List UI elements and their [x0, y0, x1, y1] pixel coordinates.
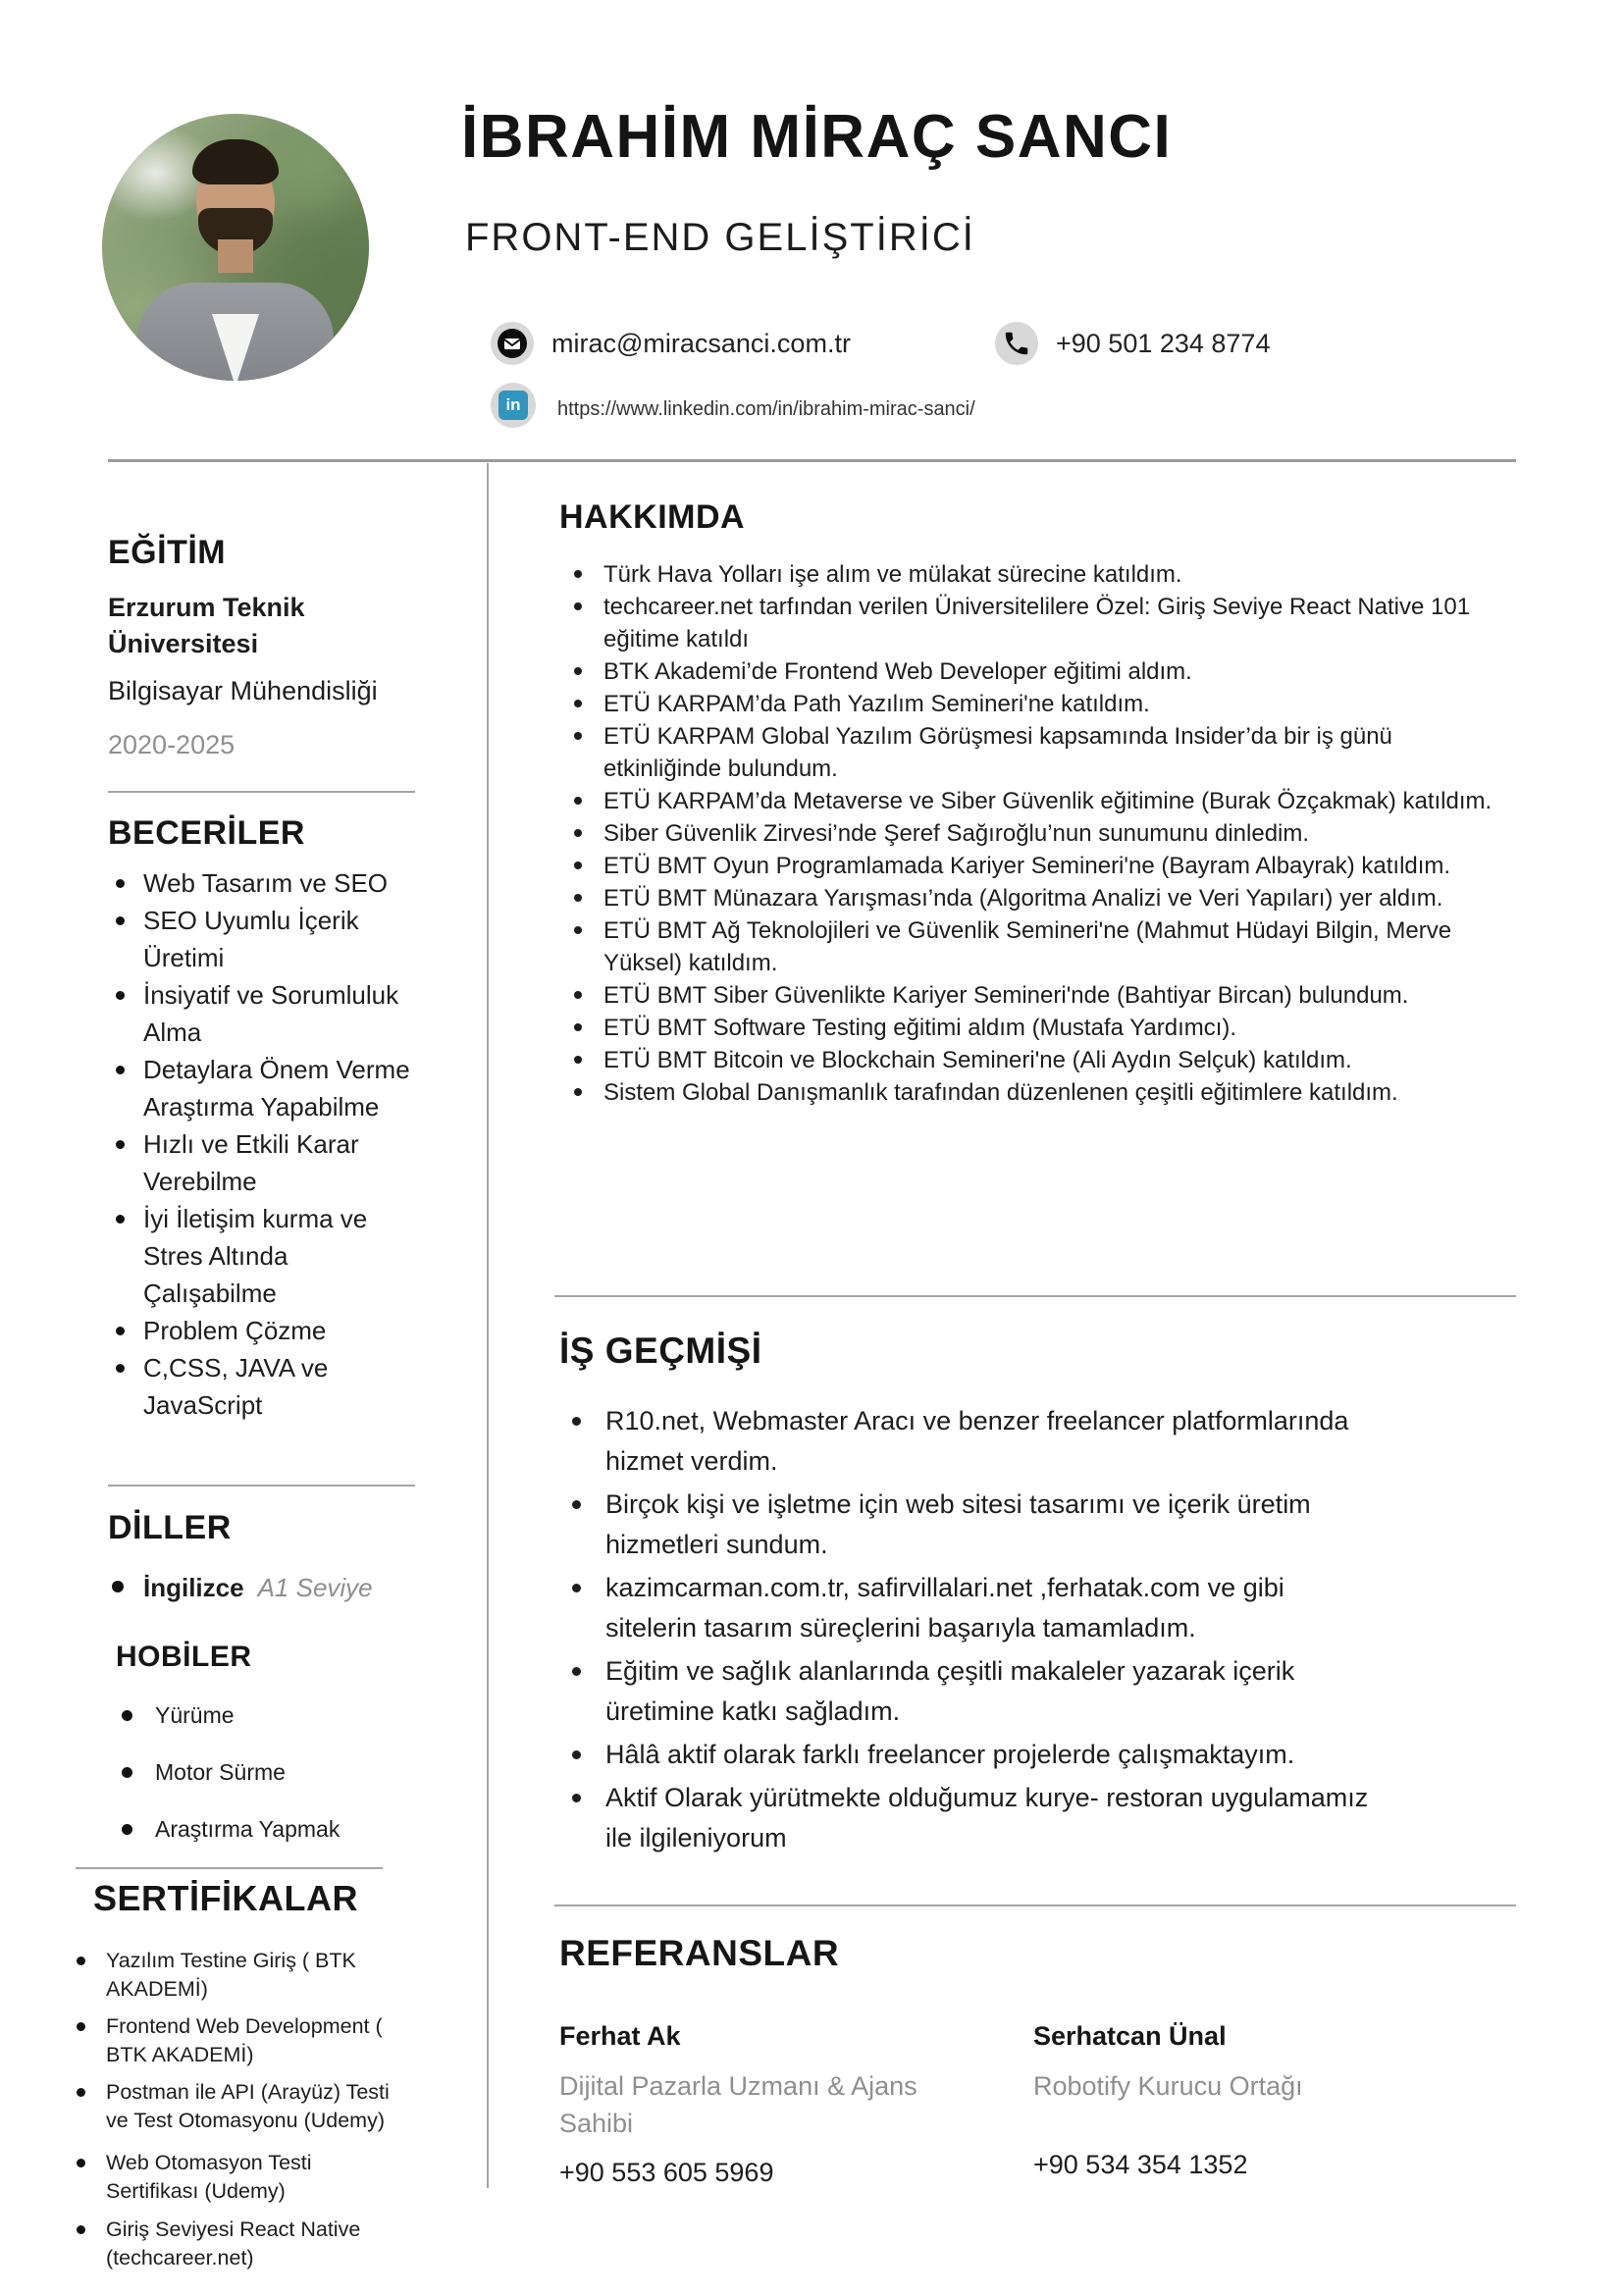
section-skills — [108, 814, 420, 1424]
list-item: Hâlâ aktif olarak farklı freelancer projelerde çalışmaktayım. — [554, 1735, 1369, 1775]
education-heading: EĞİTİM — [108, 534, 227, 571]
reference-card — [1033, 2021, 1445, 2180]
list-item: ETÜ BMT Software Testing eğitimi aldım (Mustafa Yardımcı). — [554, 1012, 1516, 1044]
education-divider — [108, 791, 415, 793]
list-item: Eğitim ve sağlık alanlarında çeşitli makaleler yazarak içerik üretimine katkı sağladım. — [554, 1651, 1369, 1732]
list-item: Web Otomasyon Testi Sertifikası (Udemy) — [71, 2149, 404, 2206]
list-item: Detaylara Önem Verme Araştırma Yapabilme — [108, 1051, 420, 1125]
language-item — [108, 1573, 420, 1603]
list-item: Frontend Web Development ( BTK AKADEMİ) — [71, 2012, 404, 2069]
section-hobbies — [116, 1641, 428, 1872]
profile-photo — [102, 114, 369, 381]
list-item: C,CSS, JAVA ve JavaScript — [108, 1349, 420, 1424]
list-item: Türk Hava Yolları işe alım ve mülakat sürecine katıldım. — [554, 558, 1516, 591]
reference-card — [559, 2021, 971, 2188]
list-item: Araştırma Yapmak — [116, 1815, 428, 1844]
list-item: ETÜ KARPAM Global Yazılım Görüşmesi kapsamında Insider’da bir iş günü etkinliğinde bulundum. — [554, 720, 1516, 785]
list-item: kazimcarman.com.tr, safirvillalari.net ,ferhatak.com ve gibi sitelerin tasarım süreçlerini başarıyla tamamladım. — [554, 1568, 1369, 1648]
about-list — [554, 558, 1516, 1109]
job-title: FRONT-END GELİŞTİRİCİ — [465, 216, 975, 259]
list-item: Giriş Seviyesi React Native (techcareer.net) — [71, 2216, 404, 2272]
phone-value: +90 501 234 8774 — [1056, 329, 1271, 358]
list-item: İyi İletişim kurma ve Stres Altında Çalışabilme — [108, 1200, 420, 1312]
certificates-list — [71, 1947, 404, 2272]
list-item: ETÜ BMT Oyun Programlamada Kariyer Semineri'ne (Bayram Albayrak) katıldım. — [554, 850, 1516, 882]
reference-name: Serhatcan Ünal — [1033, 2021, 1227, 2051]
language-level: A1 Seviye — [257, 1573, 373, 1602]
list-item: ETÜ BMT Ağ Teknolojileri ve Güvenlik Semineri'ne (Mahmut Hüdayi Bilgin, Merve Yüksel) katıldım. — [554, 914, 1516, 979]
skills-divider — [108, 1485, 415, 1487]
list-item: techcareer.net tarfından verilen Üniversitelilere Özel: Giriş Seviye React Native 101 eğitime katıldı — [554, 591, 1516, 655]
list-item: Postman ile API (Arayüz) Testi ve Test Otomasyonu (Udemy) — [71, 2078, 404, 2135]
list-item: Yürüme — [116, 1701, 428, 1730]
list-item: Motor Sürme — [116, 1758, 428, 1787]
list-item: ETÜ KARPAM’da Metaverse ve Siber Güvenlik eğitimine (Burak Özçakmak) katıldım. — [554, 785, 1516, 817]
education-years: 2020-2025 — [108, 730, 236, 759]
about-heading: HAKKIMDA — [559, 498, 746, 536]
section-references — [554, 1933, 1516, 2187]
list-item: ETÜ BMT Münazara Yarışması’nda (Algoritma Analizi ve Veri Yapıları) yer aldım. — [554, 882, 1516, 914]
linkedin-badge-text: in — [498, 391, 528, 420]
list-item: BTK Akademi’de Frontend Web Developer eğitimi aldım. — [554, 655, 1516, 688]
list-item: Hızlı ve Etkili Karar Verebilme — [108, 1125, 420, 1200]
education-school: Erzurum Teknik Üniversitesi — [108, 593, 305, 658]
list-item: ETÜ KARPAM’da Path Yazılım Semineri'ne katıldım. — [554, 688, 1516, 720]
email-icon — [491, 322, 534, 365]
list-item: R10.net, Webmaster Aracı ve benzer freelancer platformlarında hizmet verdim. — [554, 1401, 1369, 1482]
list-item: SEO Uyumlu İçerik Üretimi — [108, 902, 420, 976]
list-item: Birçok kişi ve işletme için web sitesi tasarımı ve içerik üretim hizmetleri sundum. — [554, 1485, 1369, 1565]
phone-icon — [995, 322, 1038, 365]
education-degree: Bilgisayar Mühendisliği — [108, 676, 378, 705]
photo-neck — [218, 239, 253, 273]
reference-phone: +90 553 605 5969 — [559, 2158, 774, 2187]
list-item: Web Tasarım ve SEO — [108, 864, 420, 902]
section-education — [108, 534, 417, 760]
experience-list — [554, 1401, 1369, 1858]
hobbies-divider — [76, 1867, 383, 1869]
list-item: Aktif Olarak yürütmekte olduğumuz kurye- restoran uygulamamız ile ilgileniyorum — [554, 1778, 1369, 1858]
email-value: mirac@miracsanci.com.tr — [551, 329, 851, 358]
list-item: Yazılım Testine Giriş ( BTK AKADEMİ) — [71, 1947, 404, 2004]
hobbies-list — [116, 1701, 428, 1844]
header-divider — [108, 459, 1516, 462]
experience-divider — [554, 1905, 1516, 1906]
list-item: Sistem Global Danışmanlık tarafından düzenlenen çeşitli eğitimlere katıldım. — [554, 1076, 1516, 1109]
skills-heading: BECERİLER — [108, 814, 305, 852]
linkedin-icon — [491, 383, 536, 428]
hobbies-heading: HOBİLER — [116, 1641, 252, 1673]
languages-heading: DİLLER — [108, 1509, 232, 1546]
list-item: ETÜ BMT Siber Güvenlikte Kariyer Semineri'nde (Bahtiyar Bircan) bulundum. — [554, 979, 1516, 1012]
column-divider — [487, 463, 489, 2188]
person-name: İBRAHİM MİRAÇ SANCI — [461, 103, 1173, 171]
reference-phone: +90 534 354 1352 — [1033, 2150, 1248, 2179]
skills-list — [108, 864, 420, 1424]
section-certificates — [71, 1878, 404, 2281]
section-about — [554, 498, 1516, 1109]
list-item: Siber Güvenlik Zirvesi’nde Şeref Sağıroğlu’nun sunumunu dinledim. — [554, 817, 1516, 850]
reference-title: Robotify Kurucu Ortağı — [1033, 2071, 1303, 2101]
section-languages — [108, 1509, 420, 1603]
section-experience — [554, 1331, 1516, 1861]
list-item: ETÜ BMT Bitcoin ve Blockchain Semineri'ne (Ali Aydın Selçuk) katıldım. — [554, 1044, 1516, 1076]
reference-title: Dijital Pazarla Uzmanı & Ajans Sahibi — [559, 2071, 917, 2138]
linkedin-url: https://www.linkedin.com/in/ibrahim-mirac-sanci/ — [557, 398, 975, 420]
list-item: Problem Çözme — [108, 1312, 420, 1349]
certificates-heading: SERTİFİKALAR — [93, 1878, 358, 1918]
references-heading: REFERANSLAR — [559, 1933, 840, 1973]
reference-name: Ferhat Ak — [559, 2021, 681, 2051]
list-item: İnsiyatif ve Sorumluluk Alma — [108, 976, 420, 1051]
experience-heading: İŞ GEÇMİŞİ — [559, 1331, 762, 1371]
photo-hair — [192, 139, 279, 184]
language-name: İngilizce — [143, 1573, 244, 1602]
about-divider — [554, 1295, 1516, 1297]
